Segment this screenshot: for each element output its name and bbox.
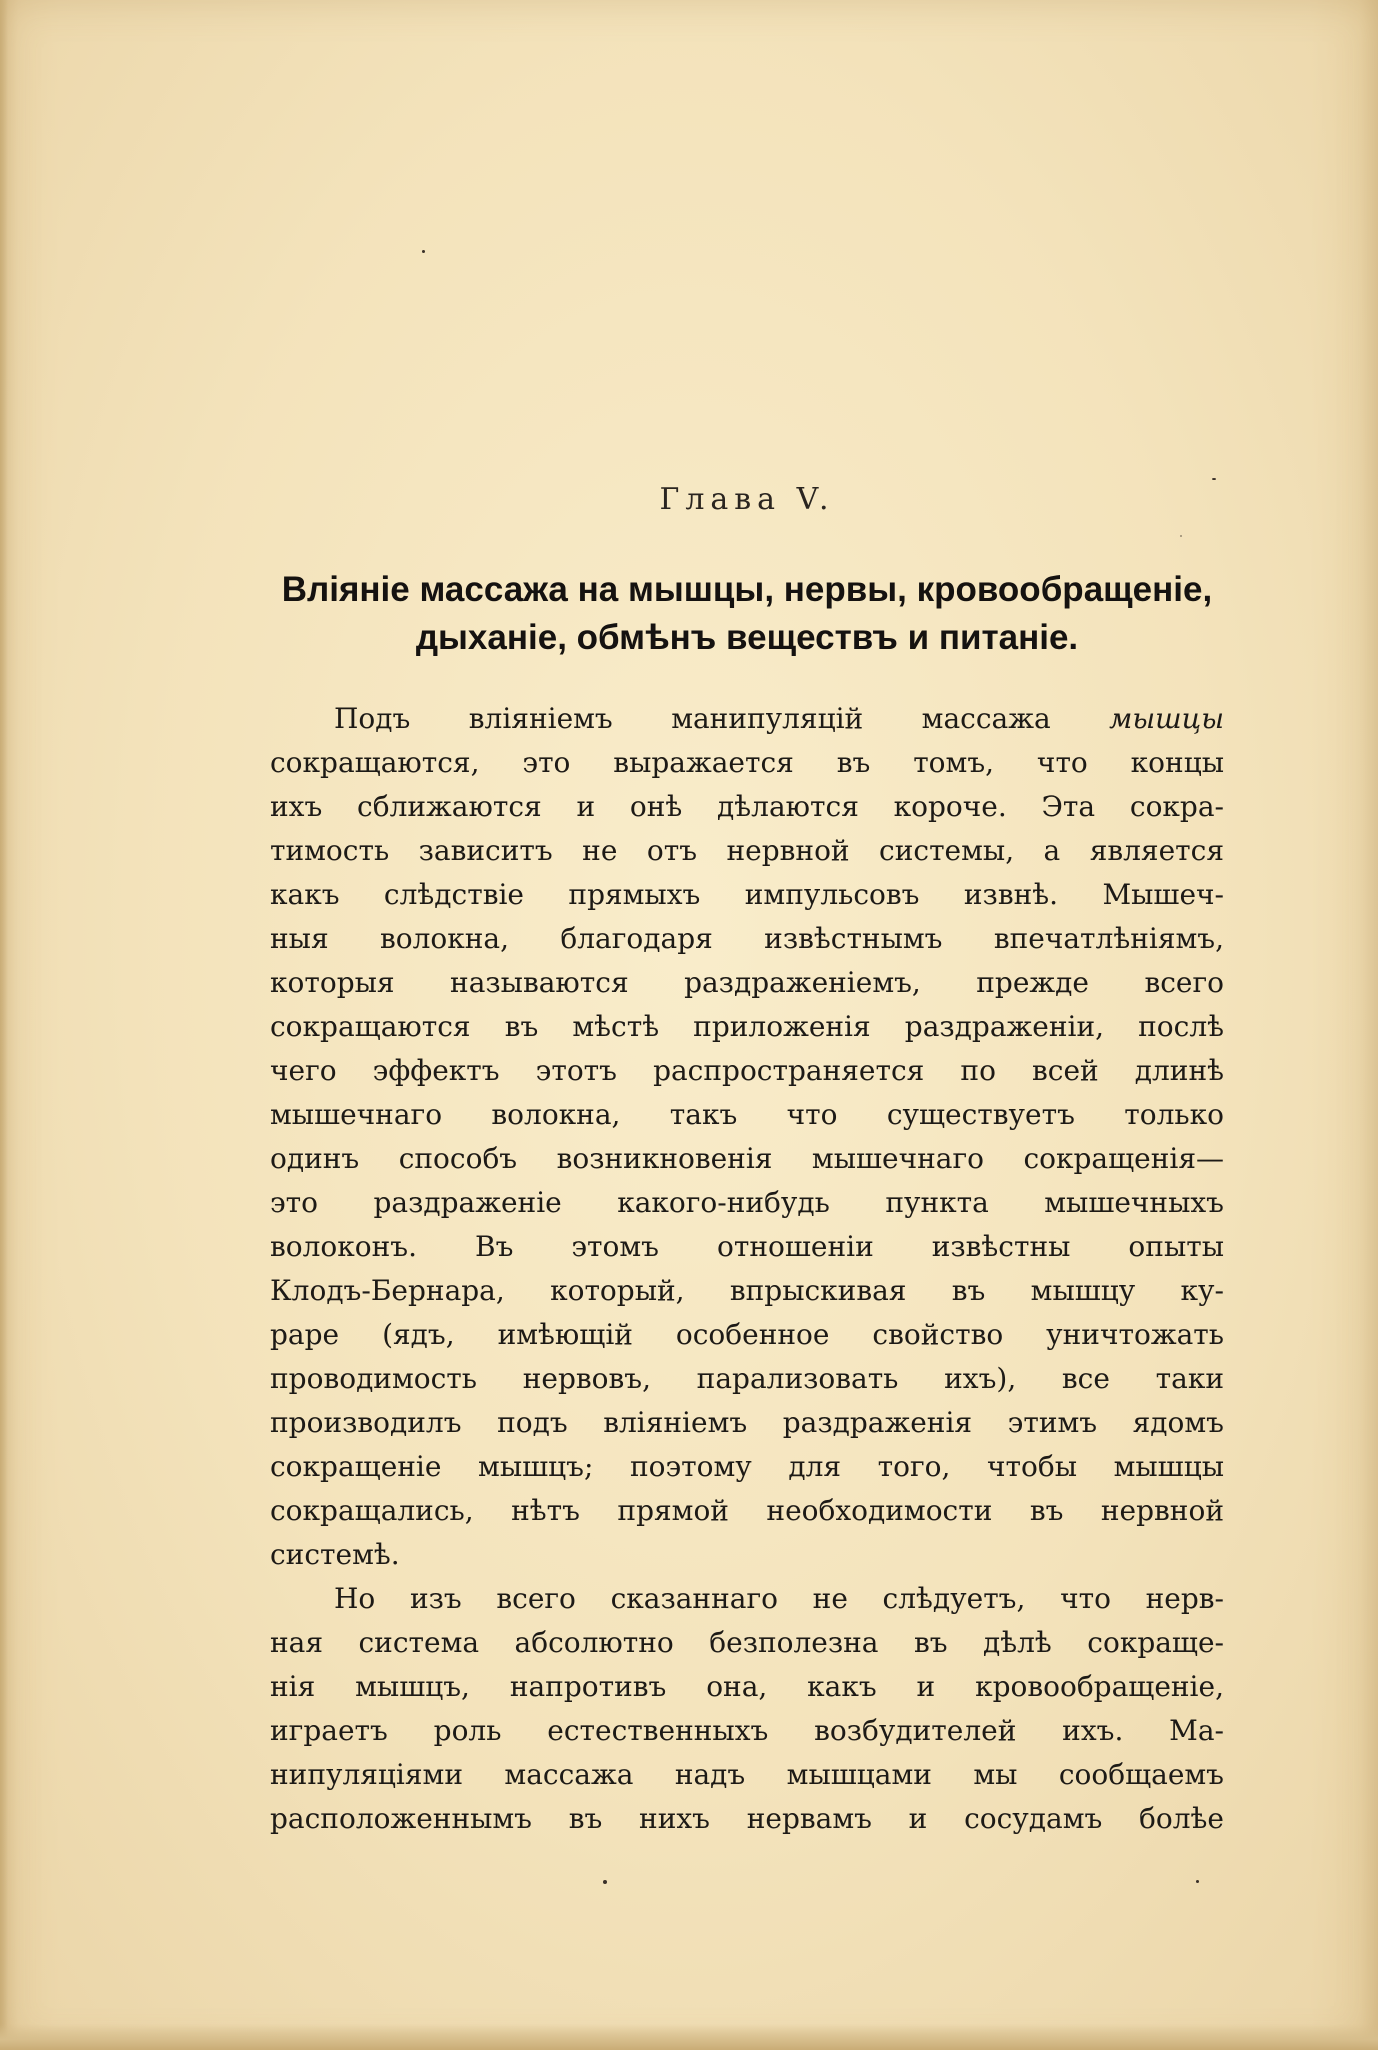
text-line: нипуляціями массажа надъ мышцами мы сообщаемъ: [270, 1758, 1224, 1791]
text-line: производилъ подъ вліяніемъ раздраженія этимъ ядомъ: [270, 1406, 1224, 1439]
page-bottom-edge: [0, 2024, 1378, 2050]
italic-term: мышцы: [1109, 702, 1224, 735]
heading-line: Вліяніе массажа на мышцы, нервы, кровообращеніе,: [281, 570, 1213, 609]
text-line: [270, 697, 1224, 741]
paper-speck: [1212, 478, 1216, 480]
text-line: ная система абсолютно безполезна въ дѣлѣ сокраще-: [270, 1626, 1224, 1659]
text-line: играетъ роль естественныхъ возбудителей ихъ. Ма-: [270, 1714, 1224, 1747]
paper-speck: [1196, 1880, 1199, 1883]
text-line: сокращаются, это выражается въ томъ, что концы: [270, 746, 1224, 779]
paper-speck: [422, 250, 425, 253]
paragraph-1: [270, 697, 1224, 1577]
paper-speck: [1180, 535, 1182, 537]
body-text: [270, 697, 1224, 1841]
text-fragment: Подъ вліяніемъ манипуляцій массажа: [334, 702, 1110, 735]
text-line: сокращались, нѣтъ прямой необходимости въ нервной: [270, 1494, 1224, 1527]
text-line: тимость зависитъ не отъ нервной системы, а является: [270, 834, 1224, 867]
text-line: чего эффектъ этотъ распространяется по всей длинѣ: [270, 1054, 1224, 1087]
text-line: это раздраженіе какого-нибудь пункта мышечныхъ: [270, 1186, 1224, 1219]
text-line: сокращаются въ мѣстѣ приложенія раздраженіи, послѣ: [270, 1010, 1224, 1043]
text-line: расположеннымъ въ нихъ нервамъ и сосудамъ болѣе: [270, 1802, 1224, 1835]
text-line: мышечнаго волокна, такъ что существуетъ только: [270, 1098, 1224, 1131]
text-line: которыя называются раздраженіемъ, прежде всего: [270, 966, 1224, 999]
paragraph-2: [270, 1577, 1224, 1841]
text-line: раре (ядъ, имѣющій особенное свойство уничтожать: [270, 1318, 1224, 1351]
text-line: системѣ.: [270, 1538, 400, 1571]
heading-line: дыханіе, обмѣнъ веществъ и питаніе.: [415, 618, 1079, 657]
text-line: одинъ способъ возникновенія мышечнаго сокращенія—: [270, 1142, 1224, 1175]
text-line: проводимость нервовъ, парализовать ихъ), все таки: [270, 1362, 1224, 1395]
text-line: сокращеніе мышцъ; поэтому для того, чтобы мышцы: [270, 1450, 1224, 1483]
page-left-edge: [0, 0, 8, 2050]
text-line: Клодъ-Бернара, который, впрыскивая въ мышцу ку-: [270, 1274, 1224, 1307]
chapter-label: Глава V.: [659, 482, 835, 517]
text-line: ихъ сближаются и онѣ дѣлаются короче. Эта сокра-: [270, 790, 1224, 823]
paper-speck: [603, 1880, 607, 1884]
text-line: волоконъ. Въ этомъ отношеніи извѣстны опыты: [270, 1230, 1224, 1263]
text-line: Но изъ всего сказаннаго не слѣдуетъ, что нерв-: [334, 1582, 1224, 1615]
chapter-heading: [270, 566, 1224, 662]
text-line: какъ слѣдствіе прямыхъ импульсовъ извнѣ. Мышеч-: [270, 878, 1224, 911]
text-line: ныя волокна, благодаря извѣстнымъ впечатлѣніямъ,: [270, 922, 1224, 955]
text-line: нія мышцъ, напротивъ она, какъ и кровообращеніе,: [270, 1670, 1224, 1703]
